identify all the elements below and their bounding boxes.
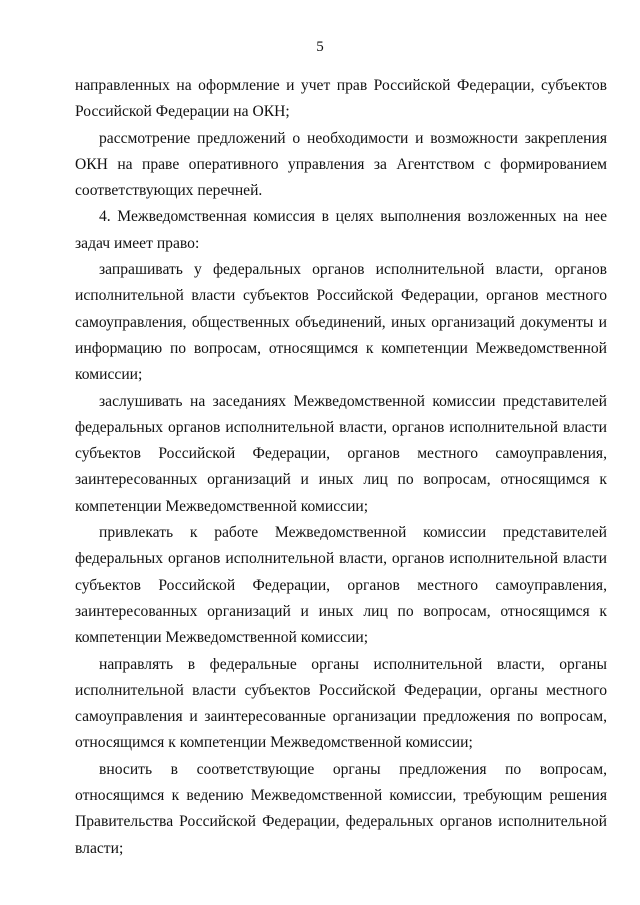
- paragraph-consideration: рассмотрение предложений о необходимости и возможности закрепления ОКН на праве оперативного управления за Агентством с формированием соответствующих перечней.: [75, 129, 607, 200]
- paragraph-clause-4: 4. Межведомственная комиссия в целях выполнения возложенных на нее задач имеет право:: [75, 208, 607, 252]
- paragraph-submit: вносить в соответствующие органы предложения по вопросам, относящимся к ведению Межведомственной комиссии, требующим решения Правительства Российской Федерации, федеральных органов исполнительной власти;: [75, 760, 607, 857]
- paragraph-send: направлять в федеральные органы исполнительной власти, органы исполнительной власти субъектов Российской Федерации, органы местного самоуправления и заинтересованные организации предложения по вопросам, относящимся к компетенции Межведомственной комиссии;: [75, 655, 607, 752]
- page-number: 5: [316, 39, 324, 55]
- paragraph-continuation: направленных на оформление и учет прав Российской Федерации, субъектов Российской Федерации на ОКН;: [75, 77, 607, 121]
- document-body: [75, 73, 607, 862]
- paragraph-hear: заслушивать на заседаниях Межведомственной комиссии представителей федеральных органов исполнительной власти, органов исполнительной власти субъектов Российской Федерации, органов местного самоуправления, заинтересованных организаций и иных лиц по вопросам, относящимся к компетенции Межведомственной комиссии;: [75, 392, 607, 515]
- paragraph-request: запрашивать у федеральных органов исполнительной власти, органов исполнительной власти субъектов Российской Федерации, органов местного самоуправления, общественных объединений, иных организаций документы и информацию по вопросам, относящимся к компетенции Межведомственной комиссии;: [75, 261, 607, 384]
- paragraph-involve: привлекать к работе Межведомственной комиссии представителей федеральных органов исполнительной власти, органов исполнительной власти субъектов Российской Федерации, органов местного самоуправления, заинтересованных организаций и иных лиц по вопросам, относящимся к компетенции Межведомственной комиссии;: [75, 524, 607, 647]
